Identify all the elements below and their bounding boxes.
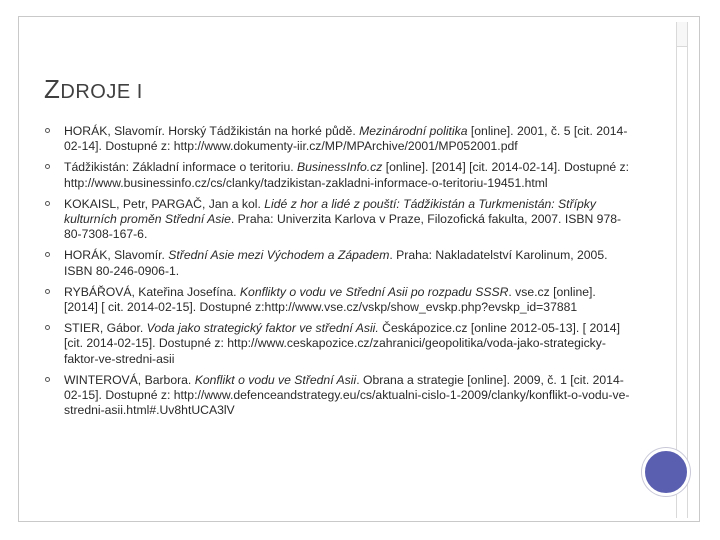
bullet-icon — [45, 325, 50, 330]
reference-item: HORÁK, Slavomír. Střední Asie mezi Východem a Západem. Praha: Nakladatelství Karolinum, 2005. ISBN 80-246-0906-1. — [44, 248, 630, 278]
reference-item: RYBÁŘOVÁ, Kateřina Josefína. Konflikty o vodu ve Střední Asii po rozpadu SSSR. vse.cz [online]. [2014] [ cit. 2014-02-15]. Dostupné z:http://www.vse.cz/vskp/show_evskp.php?evskp_id=37881 — [44, 285, 630, 315]
bullet-icon — [45, 252, 50, 257]
slide-side-accent — [676, 22, 688, 518]
reference-item: KOKAISL, Petr, PARGAČ, Jan a kol. Lidé z hor a lidé z pouští: Tádžikistán a Turkmenistán: Střípky kulturních proměn Střední Asie. Praha: Univerzita Karlova v Praze, Filozofická fakulta, 2007. ISBN 978-80-7308-167-6. — [44, 197, 630, 243]
bullet-icon — [45, 164, 50, 169]
title-rest: DROJE I — [60, 81, 143, 103]
reference-item: WINTEROVÁ, Barbora. Konflikt o vodu ve Střední Asii. Obrana a strategie [online]. 2009, č. 1 [cit. 2014-02-15]. Dostupné z: http://www.defenceandstrategy.eu/cs/aktualni-cislo-1-2009/clanky/konflikt-o-vodu-ve-stredni-asii.html#.Uv8htUCA3lV — [44, 373, 630, 419]
bullet-icon — [45, 128, 50, 133]
reference-item: HORÁK, Slavomír. Horský Tádžikistán na horké půdě. Mezinárodní politika [online]. 2001, č. 5 [cit. 2014-02-14]. Dostupné z: http://www.dokumenty-iir.cz/MP/MPArchive/2001/MP052001.pdf — [44, 124, 630, 154]
bullet-icon — [45, 289, 50, 294]
bullet-icon — [45, 377, 50, 382]
side-accent-cap — [677, 22, 687, 47]
page-title — [44, 74, 143, 105]
reference-item: Tádžikistán: Základní informace o teritoriu. BusinessInfo.cz [online]. [2014] [cit. 2014-02-14]. Dostupné z: http://www.businessinfo.cz/cs/clanky/tadzikistan-zakladni-informace-o-teritoriu-19451.html — [44, 160, 630, 190]
bullet-icon — [45, 201, 50, 206]
title-first-letter: Z — [44, 74, 61, 104]
decorative-circle — [642, 448, 690, 496]
reference-list — [44, 124, 630, 424]
reference-item: STIER, Gábor. Voda jako strategický faktor ve střední Asii. Českápozice.cz [online 2012-05-13]. [ 2014] [cit. 2014-02-15]. Dostupné z: http://www.ceskapozice.cz/zahranici/geopolitika/voda-jako-strategicky-faktor-ve-stredni-asii — [44, 321, 630, 367]
